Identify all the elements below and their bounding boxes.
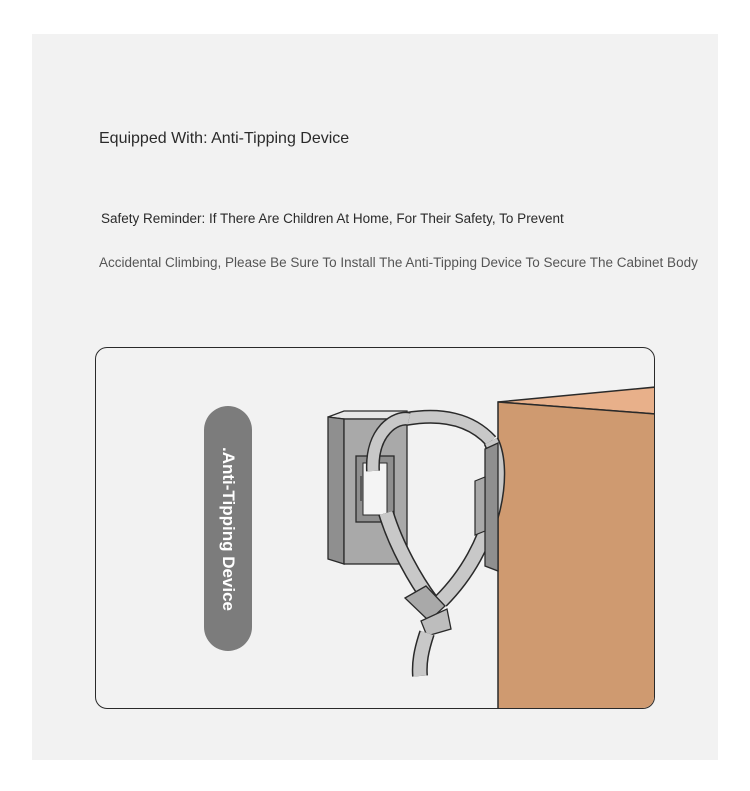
illustration-frame xyxy=(95,347,655,709)
device-label: .Anti-Tipping Device xyxy=(219,446,238,611)
device-label-pill xyxy=(204,406,252,651)
anti-tipping-illustration xyxy=(96,348,655,709)
safety-reminder-line-2: Accidental Climbing, Please Be Sure To Install The Anti-Tipping Device To Secure The Cabinet Body xyxy=(99,255,698,270)
page-title: Equipped With: Anti-Tipping Device xyxy=(99,130,350,147)
cabinet-icon xyxy=(498,387,655,709)
safety-reminder-line-1: Safety Reminder: If There Are Children At Home, For Their Safety, To Prevent xyxy=(101,211,564,226)
safety-strap-icon xyxy=(406,417,491,441)
